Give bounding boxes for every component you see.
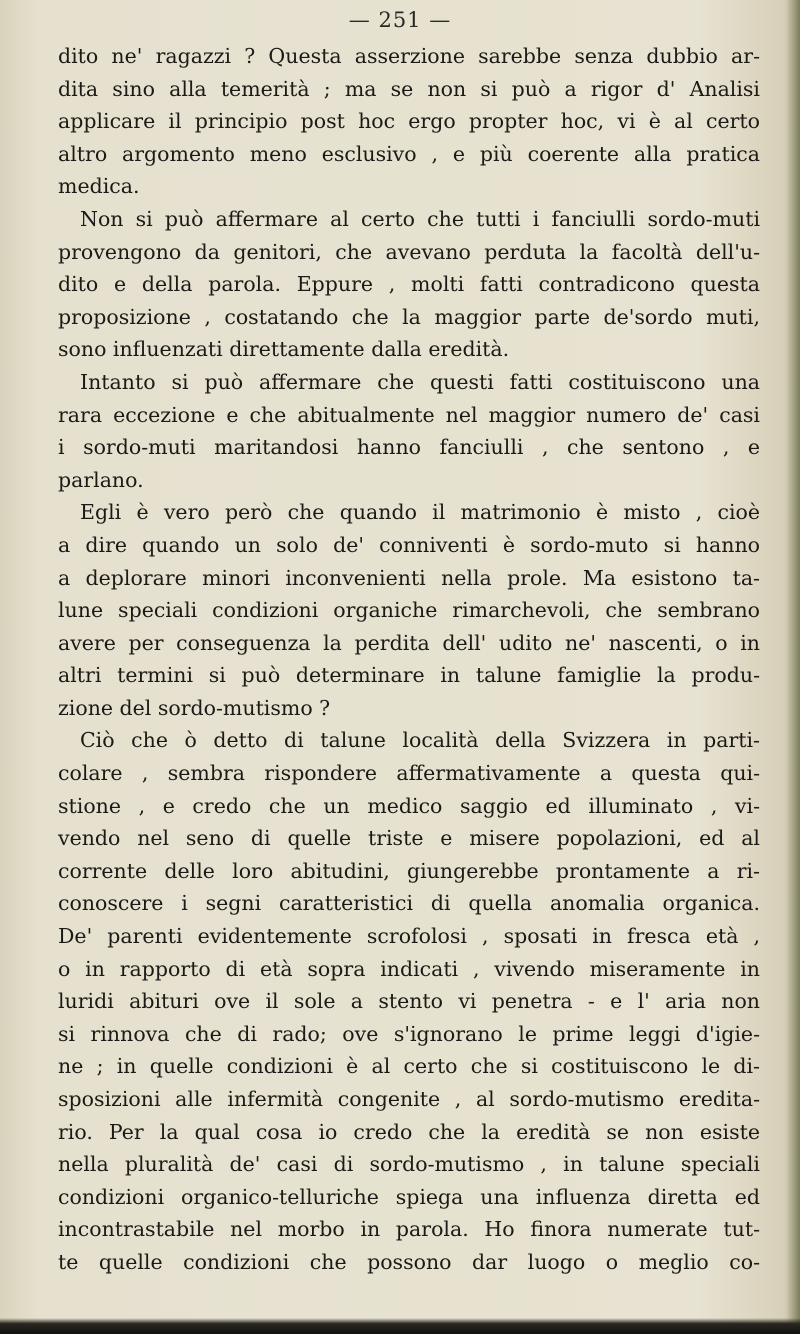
text-line: rio. Per la qual cosa io credo che la eredità se non esiste: [58, 1119, 760, 1144]
text-line: corrente delle loro abitudini, giungerebbe prontamente a ri-: [58, 858, 760, 883]
text-line: Intanto si può affermare che questi fatti costituiscono una: [80, 369, 760, 394]
text-line: sposizioni alle infermità congenite , al sordo-mutismo eredita-: [58, 1087, 760, 1111]
text-line: nella pluralità de' casi di sordo-mutismo , in talune speciali: [58, 1152, 760, 1177]
text-line: avere per conseguenza la perdita dell' udito ne' nascenti, o in: [58, 630, 760, 655]
text-line: luridi abituri ove il sole a stento vi penetra - e l' aria non: [58, 989, 760, 1014]
text-line: Egli è vero però che quando il matrimonio è misto , cioè: [80, 500, 760, 525]
text-line: si rinnova che di rado; ove s'ignorano le prime leggi d'igie-: [58, 1021, 760, 1046]
text-line: dito ne' ragazzi ? Questa asserzione sarebbe senza dubbio ar-: [58, 44, 760, 68]
page-number: — 251 —: [348, 8, 452, 32]
text-line: Non si può affermare al certo che tutti i fanciulli sordo-muti: [80, 206, 760, 231]
text-line: altri termini si può determinare in talune famiglie la produ-: [58, 663, 760, 688]
page-edge-shadow: [786, 0, 800, 1334]
text-line: dito e della parola. Eppure , molti fatti contradicono questa: [58, 272, 760, 297]
text-line: dita sino alla temerità ; ma se non si può a rigor d' Analisi: [58, 76, 760, 101]
text-line: rara eccezione e che abitualmente nel maggior numero de' casi: [58, 402, 760, 427]
text-line: a deplorare minori inconvenienti nella prole. Ma esistono ta-: [58, 565, 760, 590]
text-line: condizioni organico-telluriche spiega una influenza diretta ed: [58, 1184, 760, 1209]
text-line: te quelle condizioni che possono dar luogo o meglio co-: [58, 1249, 760, 1274]
text-line: altro argomento meno esclusivo , e più coerente alla pratica: [58, 141, 760, 166]
text-line: a dire quando un solo de' conniventi è sordo-muto si hanno: [58, 532, 760, 557]
text-line: stione , e credo che un medico saggio ed illuminato , vi-: [58, 793, 760, 818]
body-text: [58, 40, 760, 1279]
text-line: Ciò che ò detto di talune località della Svizzera in parti-: [80, 728, 760, 753]
text-line: ne ; in quelle condizioni è al certo che si costituiscono le di-: [58, 1054, 760, 1079]
text-line: colare , sembra rispondere affermativamente a questa qui-: [58, 761, 760, 786]
text-line: provengono da genitori, che avevano perduta la facoltà dell'u-: [58, 239, 760, 264]
text-line: applicare il principio post hoc ergo propter hoc, vi è al certo: [58, 109, 760, 134]
text-line: medica.: [58, 174, 140, 199]
text-line: o in rapporto di età sopra indicati , vivendo miseramente in: [58, 956, 760, 981]
text-line: vendo nel seno di quelle triste e misere popolazioni, ed al: [58, 826, 760, 851]
text-line: conoscere i segni caratteristici di quella anomalia organica.: [58, 891, 760, 916]
text-line: zione del sordo-mutismo ?: [58, 695, 331, 720]
bottom-edge-shadow: [0, 1318, 800, 1334]
text-line: De' parenti evidentemente scrofolosi , sposati in fresca età ,: [58, 924, 760, 949]
text-line: sono influenzati direttamente dalla eredità.: [58, 337, 510, 362]
text-line: incontrastabile nel morbo in parola. Ho finora numerate tut-: [58, 1217, 760, 1242]
text-line: i sordo-muti maritandosi hanno fanciulli , che sentono , e: [58, 435, 760, 460]
text-line: proposizione , costatando che la maggior parte de'sordo muti,: [58, 304, 760, 329]
text-line: parlano.: [58, 467, 144, 492]
text-line: lune speciali condizioni organiche rimarchevoli, che sembrano: [58, 598, 760, 623]
